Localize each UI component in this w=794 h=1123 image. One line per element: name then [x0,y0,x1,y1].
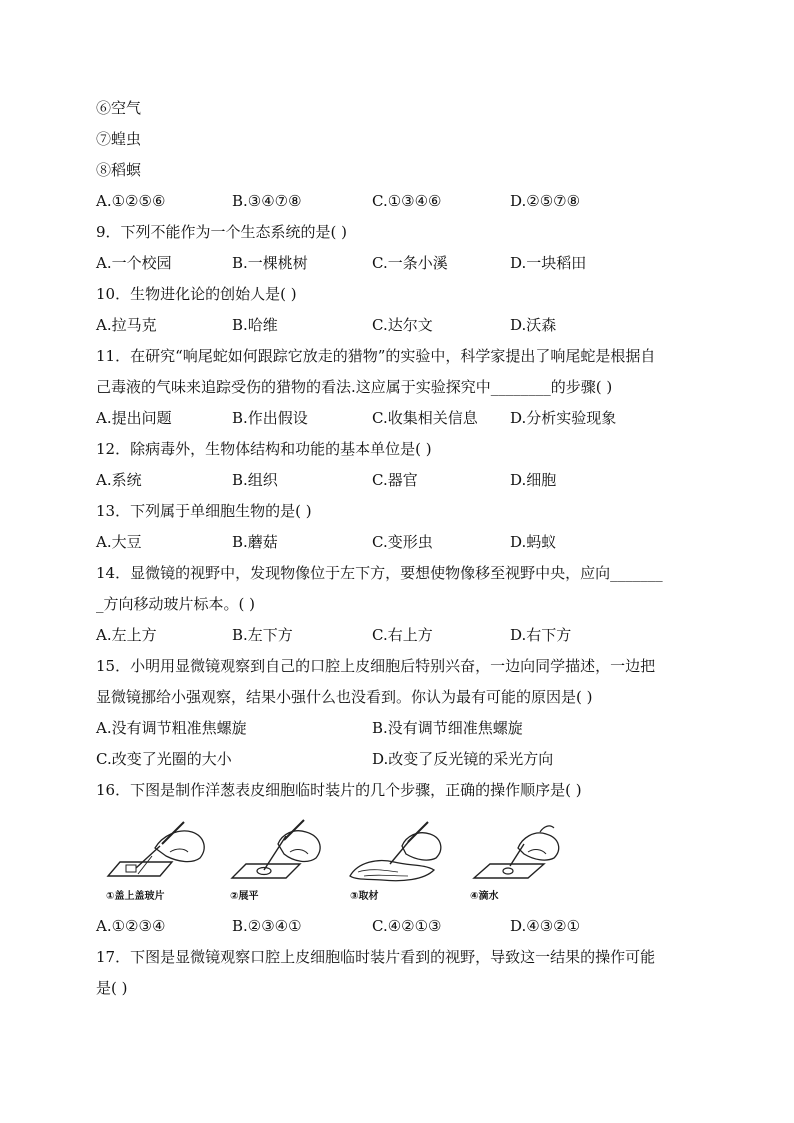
q14-option-b[interactable]: B.左下方 [232,626,293,644]
figure-step-add-water [464,818,582,902]
q9-option-b[interactable]: B.一棵桃树 [232,254,308,272]
q8-option-d[interactable]: D.②⑤⑦⑧ [510,192,581,210]
q13-option-c[interactable]: C.变形虫 [372,533,433,551]
q12-option-c[interactable]: C.器官 [372,471,418,489]
q11-option-c[interactable]: C.收集相关信息 [372,409,478,427]
q15-option-b[interactable]: B.没有调节细准焦螺旋 [372,719,523,737]
q14-stem-line2: _方向移动玻片标本。( ) [96,595,255,613]
q12-option-a[interactable]: A.系统 [96,471,142,489]
q17-stem-line1: 17．下图是显微镜观察口腔上皮细胞临时装片看到的视野，导致这一结果的操作可能 [96,948,656,966]
item-air: ⑥空气 [96,99,142,117]
take-sample-illustration [344,818,462,888]
caption-step-3: ③取材 [350,891,379,902]
q15-stem-line2: 显微镜挪给小强观察，结果小强什么也没看到。你认为最有可能的原因是( ) [96,688,593,706]
q8-option-b[interactable]: B.③④⑦⑧ [232,192,302,210]
q12-option-b[interactable]: B.组织 [232,471,278,489]
figure-step-flatten [224,818,342,902]
flatten-illustration [224,818,342,888]
q9-stem: 9．下列不能作为一个生态系统的是( ) [96,223,348,241]
q17-stem-line2: 是( ) [96,979,128,997]
q13-stem: 13．下列属于单细胞生物的是( ) [96,502,312,520]
figure-step-cover-slip [100,818,218,902]
caption-step-2: ②展平 [230,891,259,902]
q9-option-c[interactable]: C.一条小溪 [372,254,448,272]
caption-step-4: ④滴水 [470,891,499,902]
q13-option-b[interactable]: B.蘑菇 [232,533,278,551]
q15-option-c[interactable]: C.改变了光圈的大小 [96,750,232,768]
q10-stem: 10．生物进化论的创始人是( ) [96,285,297,303]
q12-option-d[interactable]: D.细胞 [510,471,557,489]
cover-slip-illustration [100,818,218,888]
q14-option-c[interactable]: C.右上方 [372,626,433,644]
q9-option-d[interactable]: D.一块稻田 [510,254,587,272]
q11-stem-line2: 己毒液的气味来追踪受伤的猎物的看法.这应属于实验探究中________的步骤( ) [96,378,613,396]
q14-stem-line1: 14．显微镜的视野中，发现物像位于左下方，要想使物像移至视野中央，应向_______ [96,564,663,582]
add-water-illustration [464,818,582,888]
q9-option-a[interactable]: A.一个校园 [96,254,172,272]
q12-stem: 12．除病毒外，生物体结构和功能的基本单位是( ) [96,440,432,458]
q8-option-a[interactable]: A.①②⑤⑥ [96,192,166,210]
q16-stem: 16．下图是制作洋葱表皮细胞临时装片的几个步骤，正确的操作顺序是( ) [96,781,582,799]
q16-option-c[interactable]: C.④②①③ [372,917,442,935]
q10-option-c[interactable]: C.达尔文 [372,316,433,334]
q16-option-d[interactable]: D.④③②① [510,917,581,935]
q15-stem-line1: 15．小明用显微镜观察到自己的口腔上皮细胞后特别兴奋，一边向同学描述，一边把 [96,657,656,675]
slide-preparation-figure [100,818,700,902]
q15-option-d[interactable]: D.改变了反光镜的采光方向 [372,750,554,768]
figure-step-take-sample [344,818,462,902]
q16-option-a[interactable]: A.①②③④ [96,917,166,935]
q16-option-b[interactable]: B.②③④① [232,917,302,935]
q13-option-d[interactable]: D.蚂蚁 [510,533,557,551]
q14-option-a[interactable]: A.左上方 [96,626,157,644]
q14-option-d[interactable]: D.右下方 [510,626,572,644]
q8-option-c[interactable]: C.①③④⑥ [372,192,442,210]
caption-step-1: ①盖上盖玻片 [106,891,165,902]
q11-stem-line1: 11．在研究“响尾蛇如何跟踪它放走的猎物”的实验中，科学家提出了响尾蛇是根据自 [96,347,656,365]
item-locust: ⑦蝗虫 [96,130,142,148]
q11-option-d[interactable]: D.分析实验现象 [510,409,617,427]
q10-option-b[interactable]: B.哈维 [232,316,278,334]
q13-option-a[interactable]: A.大豆 [96,533,142,551]
item-rice-borer: ⑧稻螟 [96,161,142,179]
q11-option-a[interactable]: A.提出问题 [96,409,172,427]
q10-option-a[interactable]: A.拉马克 [96,316,157,334]
q15-option-a[interactable]: A.没有调节粗准焦螺旋 [96,719,247,737]
q10-option-d[interactable]: D.沃森 [510,316,557,334]
q11-option-b[interactable]: B.作出假设 [232,409,308,427]
